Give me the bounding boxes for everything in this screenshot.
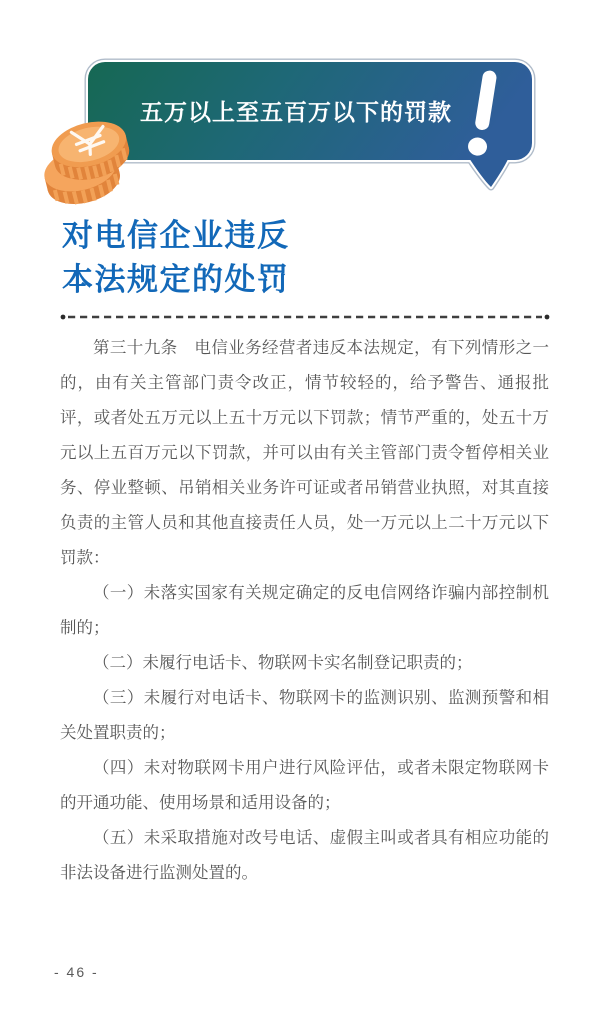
article-body — [60, 331, 549, 891]
article-item-3: （三）未履行对电话卡、物联网卡的监测识别、监测预警和相关处置职责的； — [60, 689, 549, 742]
article-item-1: （一）未落实国家有关规定确定的反电信网络诈骗内部控制机制的； — [60, 584, 549, 637]
article-item-5: （五）未采取措施对改号电话、虚假主叫或者具有相应功能的非法设备进行监测处置的。 — [60, 829, 549, 882]
page-title-line1: 对电信企业违反 — [62, 218, 290, 253]
dashed-separator — [0, 309, 600, 325]
article-item-2: （二）未履行电话卡、物联网卡实名制登记职责的； — [93, 654, 473, 672]
page-title-line2: 本法规定的处罚 — [62, 262, 290, 297]
banner-title: 五万以上至五百万以下的罚款 — [140, 99, 452, 125]
page-number: - 46 - — [54, 964, 99, 980]
page-title — [62, 214, 290, 302]
article-item-4: （四）未对物联网卡用户进行风险评估，或者未限定物联网卡的开通功能、使用场景和适用设备的； — [60, 759, 549, 812]
article-paragraph-main: 第三十九条 电信业务经营者违反本法规定，有下列情形之一的，由有关主管部门责令改正，情节较轻的，给予警告、通报批评，或者处五万元以上五十万元以下罚款；情节严重的，处五十万元以上五百万元以下罚款，并可以由有关主管部门责令暂停相关业务、停业整顿、吊销相关业务许可证或者吊销营业执照，对其直接负责的主管人员和其他直接责任人员，处一万元以上二十万元以下罚款： — [60, 339, 549, 567]
